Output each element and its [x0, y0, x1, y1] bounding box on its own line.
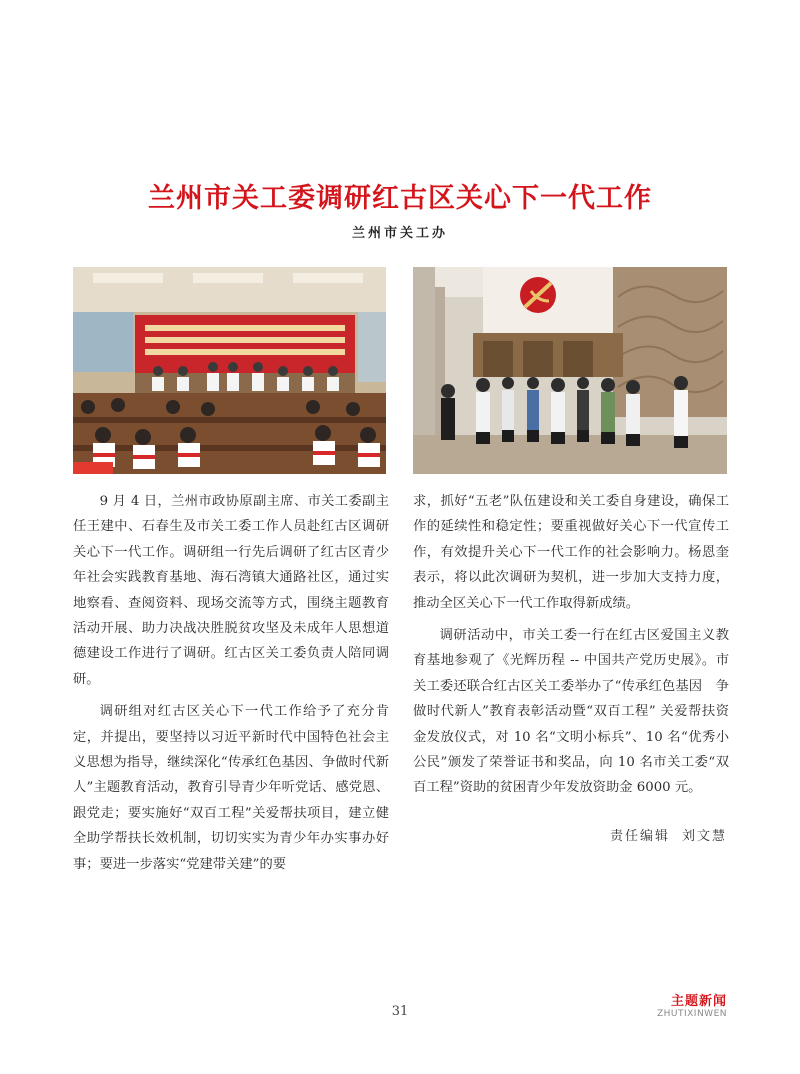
- section-brand: [657, 990, 727, 1019]
- article-author: 兰州市关工办: [351, 226, 448, 241]
- paragraph: 调研组对红古区关心下一代工作给予了充分肯定，并提出，要坚持以习近平新时代中国特色社会主义思想为指导，继续深化“传承红色基因、争做时代新人”主题教育活动，教育引导青少年听党话、感党恩、跟党走；要实施好“双百工程”关爱帮扶项目，建立健全助学帮扶长效机制，切切实实为青少年办实事办好事；要进一步落实“党建带关建”的要: [73, 704, 389, 872]
- article-column-left: [73, 489, 389, 884]
- page-number: 31: [391, 1004, 409, 1019]
- meeting-hall-photo: [73, 267, 386, 474]
- paragraph: 9 月 4 日，兰州市政协原副主席、市关工委副主任王建中、石春生及市关工委工作人员赴红古区调研关心下一代工作。调研组一行先后调研了红古区青少年社会实践教育基地、海石湾镇大通路社区，通过实地察看、查阅资料、现场交流等方式，围绕主题教育活动开展、助力决战决胜脱贫攻坚及未成年人思想道德建设工作进行了调研。红古区关工委负责人陪同调研。: [73, 494, 389, 687]
- article-column-right: [413, 489, 729, 808]
- section-brand-cn: 主题新闻: [670, 994, 727, 1009]
- paragraph: 调研活动中，市关工委一行在红古区爱国主义教育基地参观了《光辉历程 -- 中国共产党历史展》。市关工委还联合红古区关工委举办了“传承红色基因 争做时代新人”教育表彰活动暨“双百工程” 关爱帮扶资金发放仪式，对 10 名“文明小标兵”、10 名“优秀小公民”颁发了荣誉证书和奖品，向 10 名市关工委“双百工程”资助的贫困青少年发放资助金 6000 元。: [413, 628, 729, 796]
- editor-name: 刘文慧: [681, 829, 727, 844]
- meeting-hall-illustration: [73, 267, 386, 474]
- exhibition-hall-photo: [413, 267, 727, 474]
- paragraph-continued: 求，抓好“五老”队伍建设和关工委自身建设，确保工作的延续性和稳定性；要重视做好关心下一代宣传工作，有效提升关心下一代工作的社会影响力。杨恩奎表示，将以此次调研为契机，进一步加大支持力度，推动全区关心下一代工作取得新成绩。: [413, 494, 729, 611]
- editor-label: 责任编辑: [609, 829, 670, 844]
- exhibition-hall-illustration: [413, 267, 727, 474]
- editor-credit: [610, 825, 727, 844]
- article-title: 兰州市关工委调研红古区关心下一代工作: [148, 183, 652, 214]
- section-brand-en: ZHUTIXINWEN: [656, 1009, 727, 1019]
